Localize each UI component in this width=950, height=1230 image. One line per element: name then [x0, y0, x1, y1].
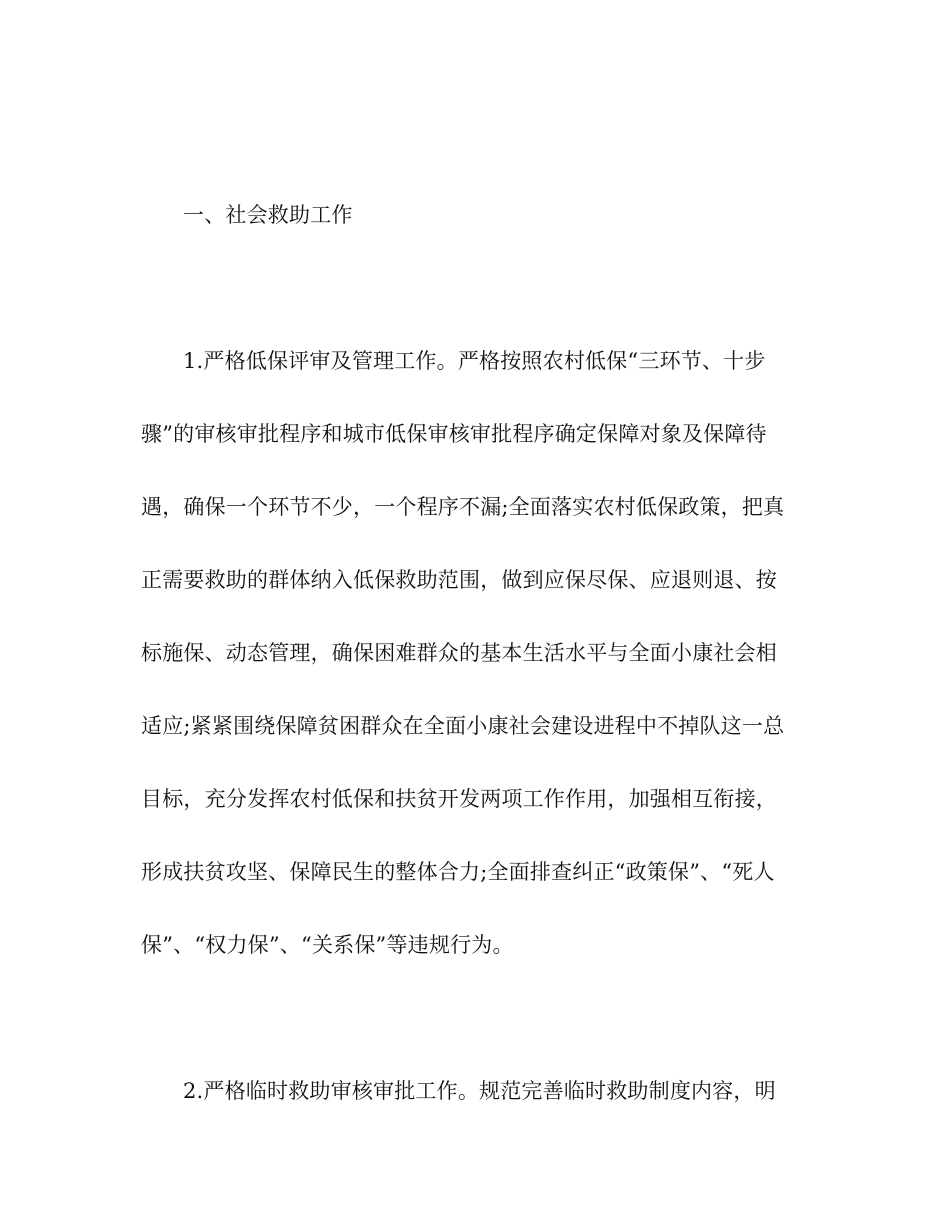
paragraph-line: 2.严格临时救助审核审批工作。规范完善临时救助制度内容，明 [183, 1079, 776, 1103]
paragraph-line: 正需要救助的群体纳入低保救助范围，做到应保尽保、应退则退、按 [141, 568, 777, 592]
paragraph-line: 保”、“权力保”、“关系保”等违规行为。 [141, 933, 514, 957]
section-heading: 一、社会救助工作 [183, 203, 353, 227]
paragraph-line: 1.严格低保评审及管理工作。严格按照农村低保“三环节、十步 [183, 349, 766, 373]
paragraph-line: 遇，确保一个环节不少，一个程序不漏;全面落实农村低保政策，把真 [141, 495, 785, 519]
paragraph-line: 形成扶贫攻坚、保障民生的整体合力;全面排查纠正“政策保”、“死人 [141, 860, 775, 884]
paragraph-line: 适应;紧紧围绕保障贫困群众在全面小康社会建设进程中不掉队这一总 [141, 714, 785, 738]
paragraph-line: 目标，充分发挥农村低保和扶贫开发两项工作作用，加强相互衔接， [141, 787, 777, 811]
paragraph-line: 标施保、动态管理，确保困难群众的基本生活水平与全面小康社会相 [141, 641, 777, 665]
paragraph-line: 骤”的审核审批程序和城市低保审核审批程序确定保障对象及保障待 [141, 422, 767, 446]
